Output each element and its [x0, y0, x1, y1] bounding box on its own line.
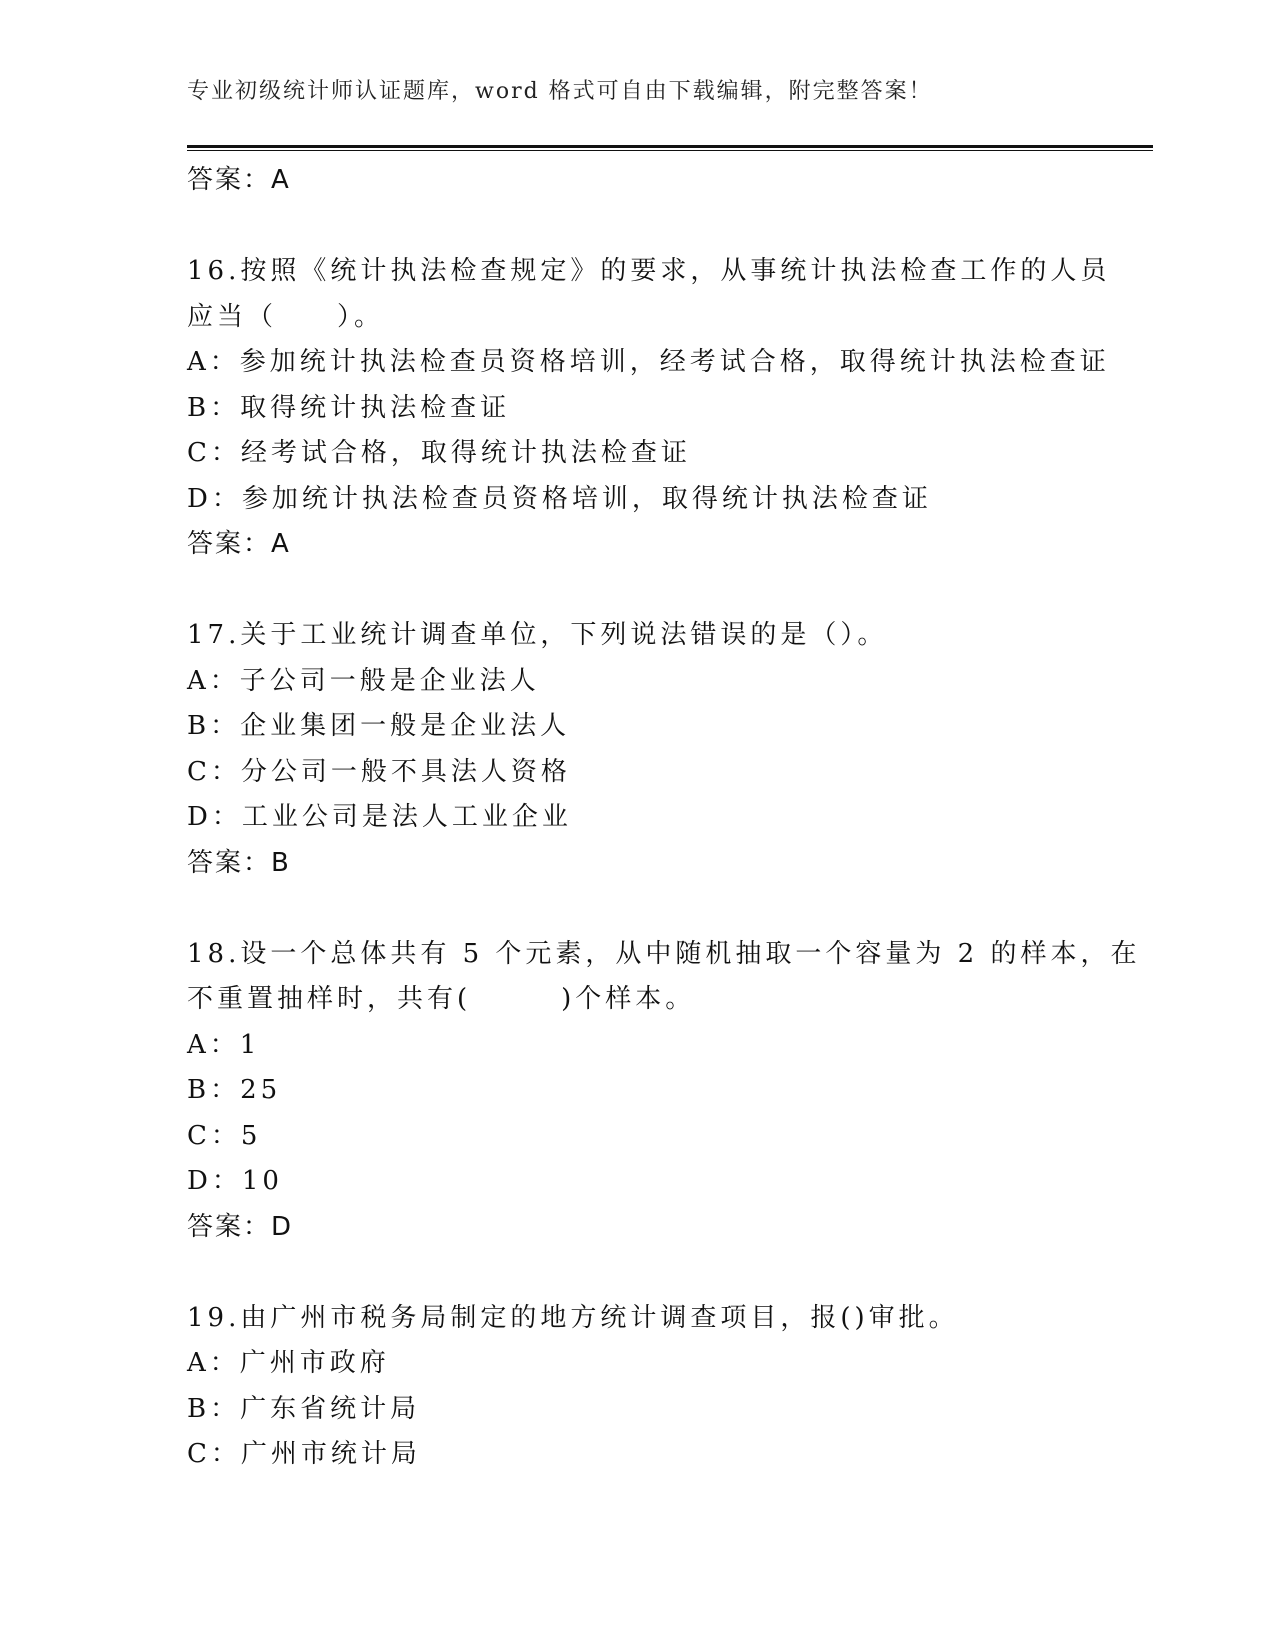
- option-a: A：广州市政府: [187, 1348, 390, 1378]
- question-stem: 18.设一个总体共有 5 个元素，从中随机抽取一个容量为 2 的样本，在: [187, 938, 1141, 969]
- answer-line: 答案：A: [187, 529, 291, 559]
- question-stem: 应当（ ）。: [187, 301, 385, 332]
- answer-line: 答案：A: [187, 165, 291, 195]
- option-c: C：5: [187, 1120, 262, 1151]
- question-stem: 19.由广州市税务局制定的地方统计调查项目，报()审批。: [187, 1302, 959, 1333]
- page-header: 专业初级统计师认证题库，word 格式可自由下载编辑，附完整答案！: [187, 79, 933, 104]
- question-list: [187, 158, 1147, 1478]
- option-d: D：10: [187, 1166, 283, 1196]
- option-d: D：参加统计执法检查员资格培训，取得统计执法检查证: [187, 483, 932, 514]
- option-b: B：广东省统计局: [187, 1393, 421, 1424]
- option-a: A：子公司一般是企业法人: [187, 665, 540, 696]
- option-b: B：25: [187, 1075, 282, 1105]
- header-rule-thin: [187, 150, 1153, 151]
- question-18: [187, 932, 1147, 1251]
- question-stem: 16.按照《统计执法检查规定》的要求，从事统计执法检查工作的人员: [187, 256, 1111, 286]
- option-a: A：参加统计执法检查员资格培训，经考试合格，取得统计执法检查证: [187, 347, 1110, 377]
- option-c: C：经考试合格，取得统计执法检查证: [187, 438, 691, 468]
- question-stem: 不重置抽样时，共有( )个样本。: [187, 984, 696, 1014]
- question-16: [187, 249, 1147, 568]
- option-c: C：广州市统计局: [187, 1439, 421, 1469]
- header-rule-thick: [187, 145, 1153, 148]
- option-a: A：1: [187, 1029, 261, 1060]
- answer-line: 答案：D: [187, 1211, 294, 1242]
- answer-line: 答案：B: [187, 847, 291, 878]
- option-b: B：取得统计执法检查证: [187, 392, 511, 423]
- question-stem: 17.关于工业统计调查单位，下列说法错误的是（）。: [187, 620, 888, 650]
- question-19: [187, 1296, 1147, 1478]
- option-c: C：分公司一般不具法人资格: [187, 756, 571, 787]
- option-d: D：工业公司是法人工业企业: [187, 802, 572, 832]
- question-17: [187, 613, 1147, 886]
- option-b: B：企业集团一般是企业法人: [187, 711, 571, 741]
